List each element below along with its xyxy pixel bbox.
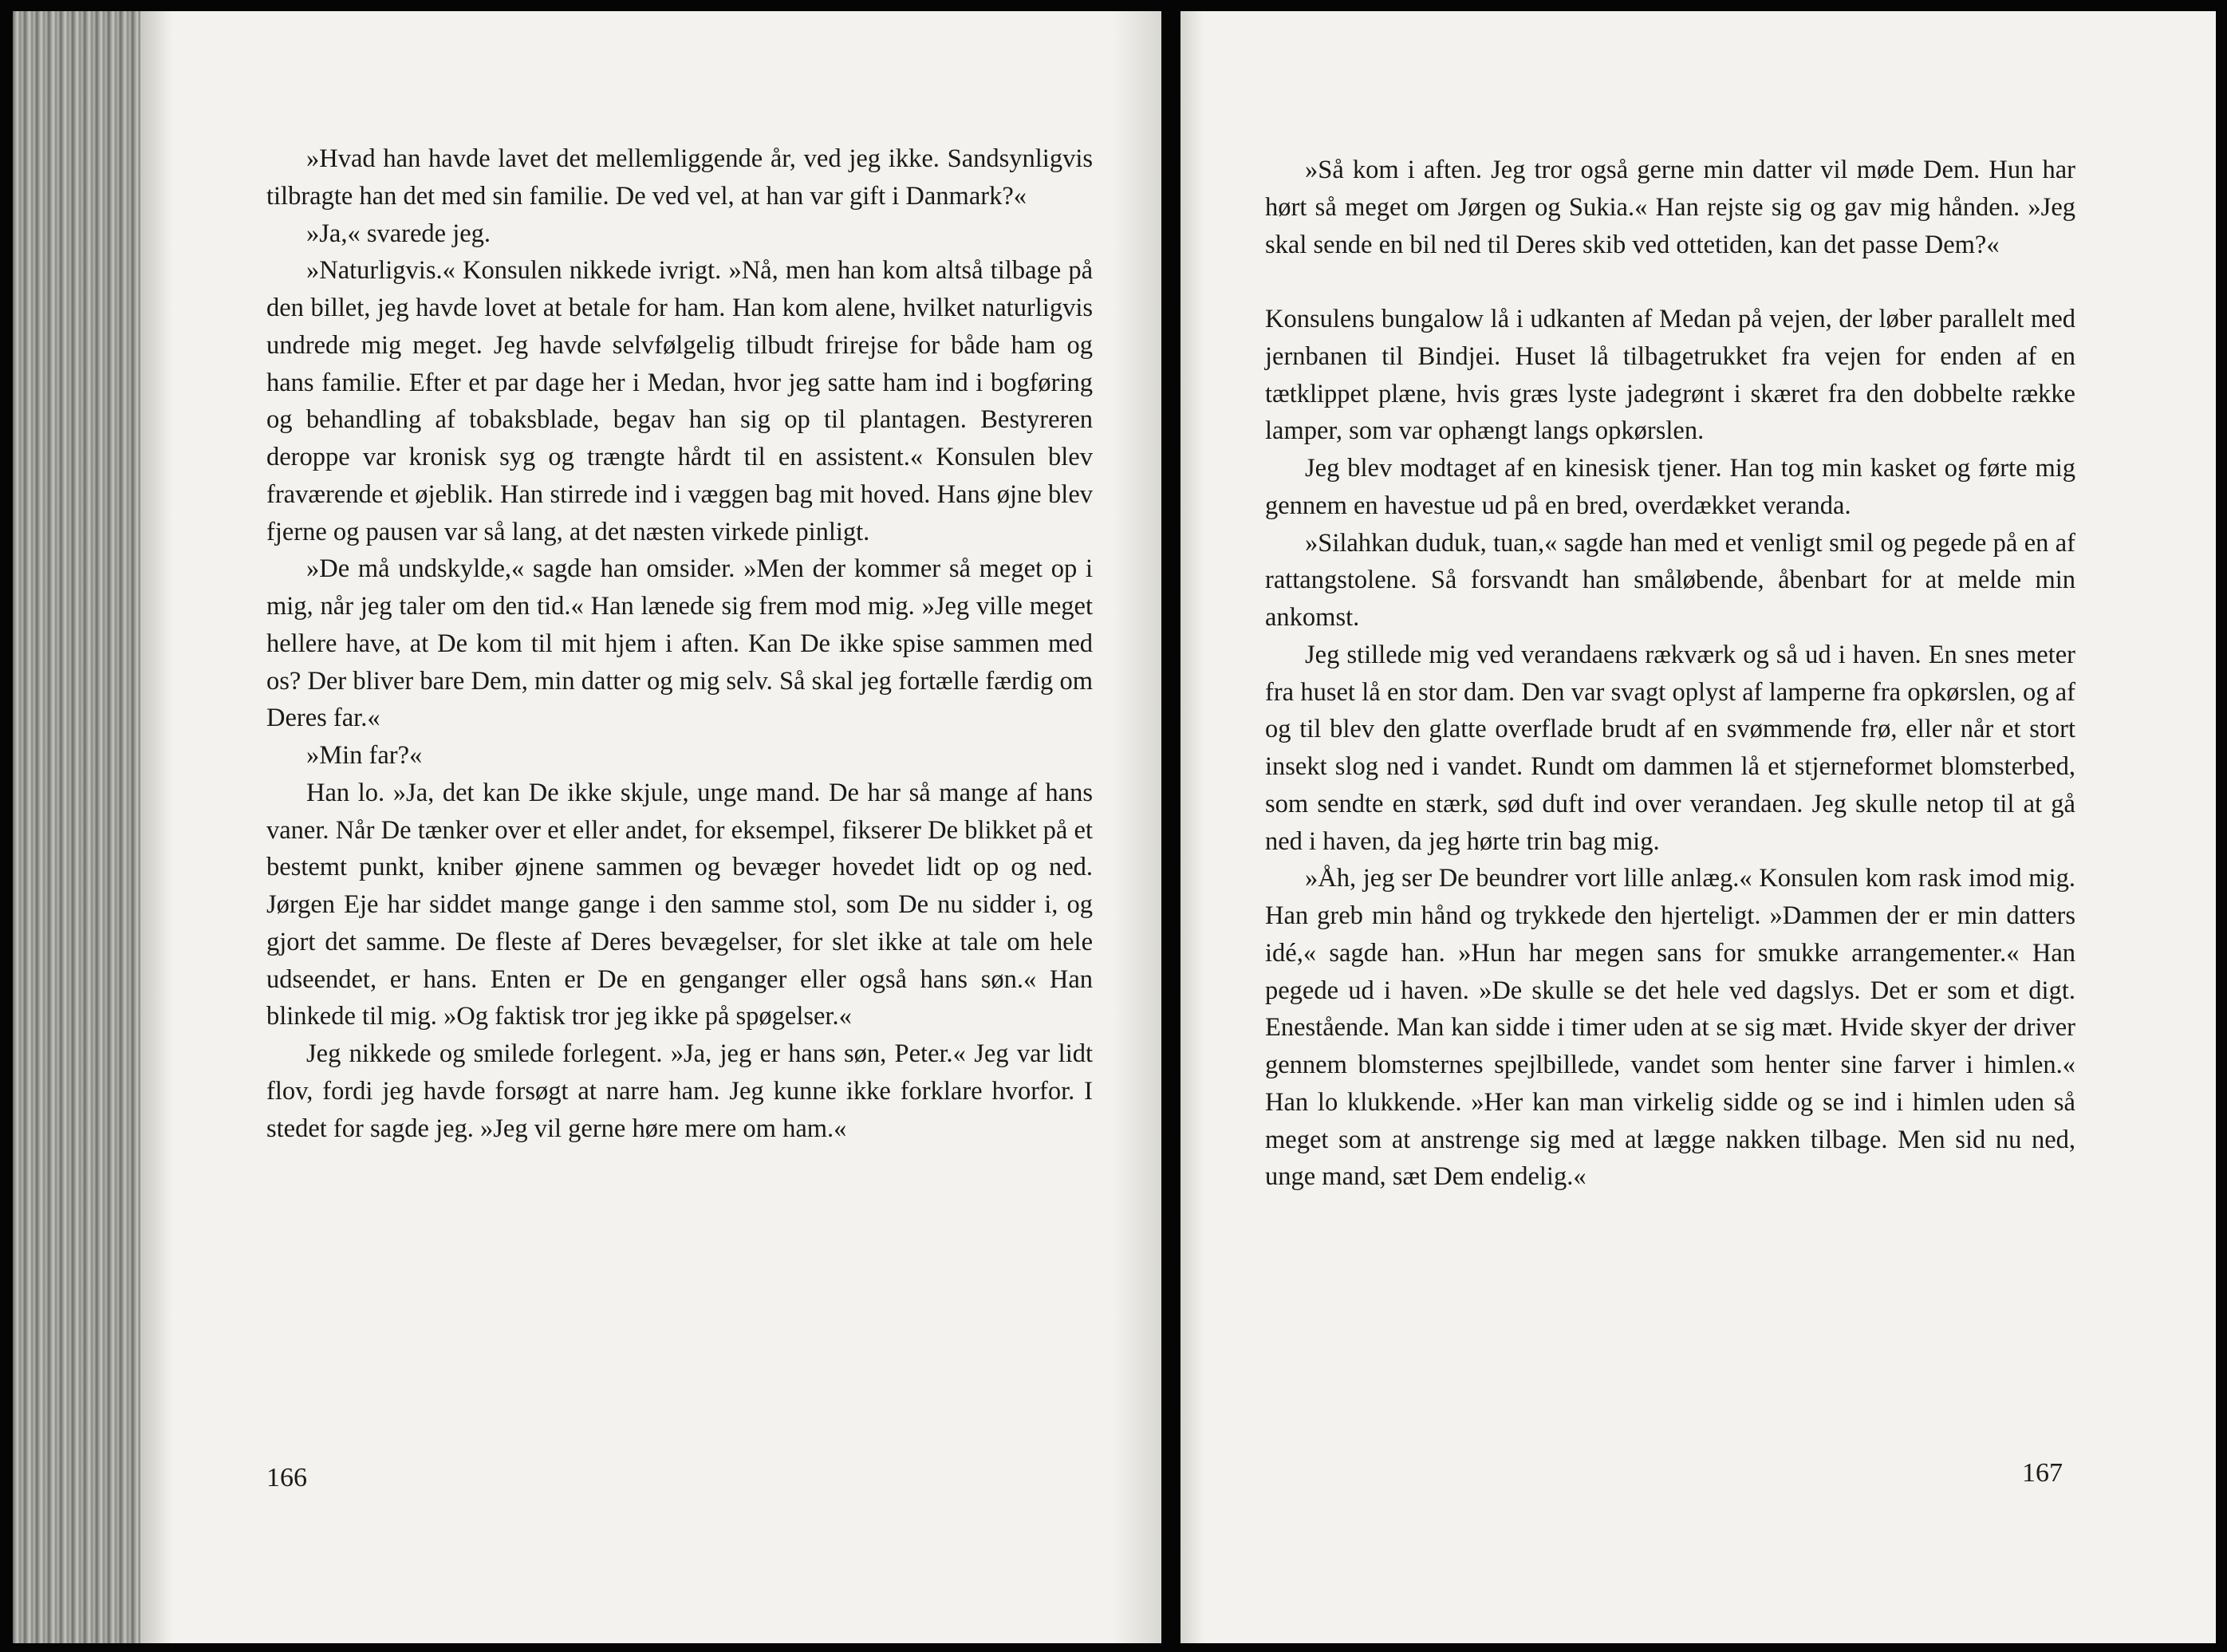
paragraph: »Hvad han havde lavet det mellemliggende år, ved jeg ikke. Sandsynligvis tilbragte han det med sin familie. De ved vel, at han var gift i Danmark?« bbox=[266, 144, 1093, 211]
paragraph: Han lo. »Ja, det kan De ikke skjule, unge mand. De har så mange af hans vaner. Når De tænker over et eller andet, for eksempel, fikserer De blikket på et bestemt punkt, kniber øjnene sammen og bevæger hovedet lidt op og ned. Jørgen Eje har siddet mange gange i den samme stol, som De nu sidder i, og gjort det samme. De fleste af Deres bevægelser, for slet ikke at tale om hele udseendet, er hans. Enten er De en genganger eller også hans søn.« Han blinkede til mig. »Og faktisk tror jeg ikke på spøgelser.« bbox=[266, 778, 1093, 1031]
gutter-shadow-right bbox=[1181, 11, 1204, 1643]
paragraph: »Naturligvis.« Konsulen nikkede ivrigt. »Nå, men han kom altså tilbage på den billet, jeg havde lovet at betale for ham. Han kom alene, hvilket naturligvis undrede mig meget. Jeg havde selvfølgelig tilbudt frirejse for både ham og hans familie. Efter et par dage her i Medan, hvor jeg satte ham ind i bogføring og behandling af tobaksblade, begav han sig op til plantagen. Bestyreren deroppe var kronisk syg og trængte hårdt til en assistent.« Konsulen blev fraværende et øjeblik. Han stirrede ind i væggen bag mit hoved. Hans øjne blev fjerne og pausen var så lang, at det næsten virkede pinligt. bbox=[266, 256, 1093, 546]
paragraph: »Så kom i aften. Jeg tror også gerne min datter vil møde Dem. Hun har hørt så meget om Jørgen og Sukia.« Han rejste sig og gav mig hånden. »Jeg skal sende en bil ned til Deres skib ved ottetiden, kan det passe Dem?« bbox=[1265, 156, 2075, 259]
paragraph: »Ja,« svarede jeg. bbox=[306, 219, 491, 248]
right-page bbox=[1181, 11, 2216, 1643]
page-number: 167 bbox=[2022, 1458, 2063, 1488]
left-page-text bbox=[266, 140, 1093, 1147]
paragraph: »Min far?« bbox=[306, 741, 423, 770]
left-page bbox=[13, 11, 1161, 1643]
right-page-text bbox=[1265, 152, 2075, 1196]
page-edges bbox=[13, 11, 140, 1643]
paragraph: Jeg stillede mig ved verandaens rækværk og så ud i haven. En snes meter fra huset lå en stor dam. Den var svagt oplyst af lamperne fra opkørslen, og af og til blev den glatte overflade brudt af en svømmende frø, eller når et stort insekt slog ned i vandet. Rundt om dammen lå et stjerneformet blomsterbed, som sendte en stærk, sød duft ind over verandaen. Jeg skulle netop til at gå ned i haven, da jeg hørte trin bag mig. bbox=[1265, 640, 2075, 856]
paragraph: Jeg nikkede og smilede forlegent. »Ja, jeg er hans søn, Peter.« Jeg var lidt flov, fordi jeg havde forsøgt at narre ham. Jeg kunne ikke forklare hvorfor. I stedet for sagde jeg. »Jeg vil gerne høre mere om ham.« bbox=[266, 1039, 1093, 1143]
section-paragraph: Konsulens bungalow lå i udkanten af Medan på vejen, der løber parallelt med jernbanen til Bindjei. Huset lå tilbagetrukket fra vejen for enden af en tætklippet plæne, hvis græs lyste jadegrønt i skæret fra den dobbelte række lamper, som var ophængt langs opkørslen. bbox=[1265, 305, 2075, 446]
paragraph: »Åh, jeg ser De beundrer vort lille anlæg.« Konsulen kom rask imod mig. Han greb min hånd og trykkede den hjerteligt. »Dammen der er min datters idé,« sagde han. »Hun har megen sans for smukke arrangementer.« Han pegede ud i haven. »De skulle se det hele ved dagslys. Det er som et digt. Enestående. Man kan sidde i timer uden at se sig mæt. Hvide skyer der driver gennem blomsternes spejlbillede, vandet som henter sine farver i himlen.« Han lo klukkende. »Her kan man virkelig sidde og se ind i himlen uden så meget som at anstrenge sig med at lægge nakken tilbage. Men sid nu ned, unge mand, sæt Dem endelig.« bbox=[1265, 864, 2075, 1192]
paragraph: Jeg blev modtaget af en kinesisk tjener. Han tog min kasket og førte mig gennem en havestue ud på en bred, overdækket veranda. bbox=[1265, 454, 2075, 520]
page-number: 166 bbox=[266, 1463, 307, 1492]
paragraph: »De må undskylde,« sagde han omsider. »Men der kommer så meget op i mig, når jeg taler om den tid.« Han lænede sig frem mod mig. »Jeg ville meget hellere have, at De kom til mit hjem i aften. Kan De ikke spise sammen med os? Der bliver bare Dem, min datter og mig selv. Så skal jeg fortælle færdig om Deres far.« bbox=[266, 554, 1093, 733]
page-edge-shadow bbox=[140, 11, 172, 1643]
paragraph: »Silahkan duduk, tuan,« sagde han med et venligt smil og pegede på en af rattangstolene. Så forsvandt han småløbende, åbenbart for at melde min ankomst. bbox=[1265, 528, 2075, 632]
gutter-shadow-left bbox=[1114, 11, 1161, 1643]
